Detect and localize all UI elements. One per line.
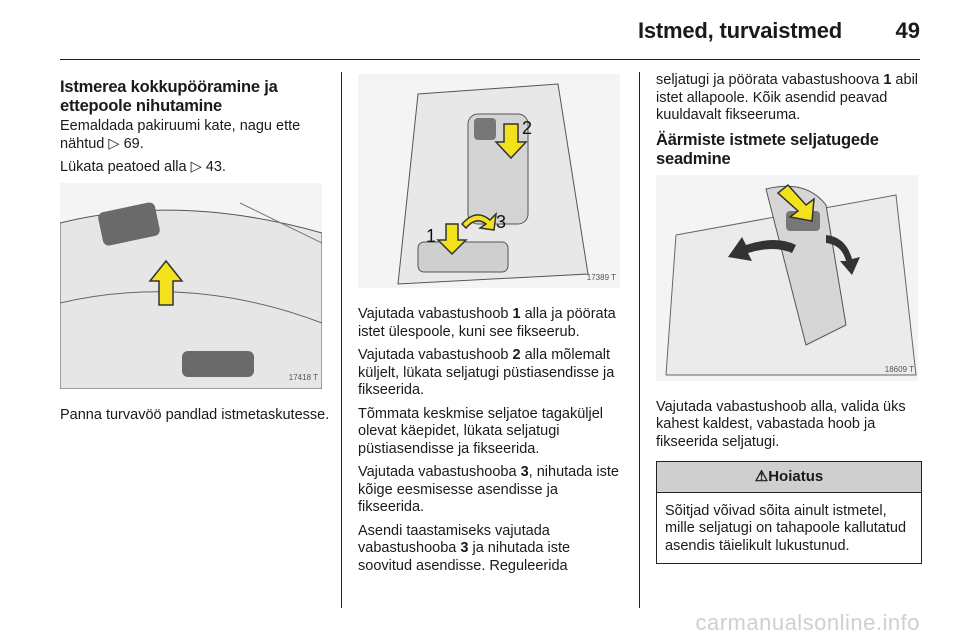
paragraph-text: ja nihutada iste soovitud asendisse. Reguleerida (358, 540, 571, 574)
header-rule (60, 59, 920, 60)
page-ref-icon: ▷ (108, 135, 120, 152)
paragraph-restore (358, 523, 620, 576)
paragraph-text: Vajutada vabastushooba (358, 464, 521, 480)
column-2 (358, 72, 620, 581)
paragraph-text: seljatugi ja pöörata vabastushoova (656, 72, 884, 88)
paragraph-lever-2 (358, 347, 620, 400)
paragraph-text: Asendi taastamiseks vajutada vabastushooba (358, 522, 550, 556)
column-divider (639, 72, 640, 608)
paragraph-text: , nihutada iste kõige eesmisesse asendisse ja fikseerida. (358, 464, 619, 515)
seat-lever-drawing (358, 74, 620, 288)
paragraph-continued (656, 72, 922, 125)
column-1 (60, 72, 330, 430)
column-3 (656, 72, 922, 564)
paragraph-text: Eemaldada pakiruumi kate, nagu ette nähtud (60, 118, 301, 152)
paragraph-outer-backrest: Vajutada vabastushoob alla, valida üks kahest kaldest, vabastada hoob ja fikseerida seljatugi. (656, 398, 906, 450)
lever-number: 3 (460, 540, 469, 556)
paragraph-headrests (60, 159, 330, 177)
warning-header (657, 462, 921, 493)
section-heading-outer-backrests: Äärmiste istmete seljatugede seadmine (656, 130, 879, 168)
column-divider (341, 72, 342, 608)
lever-number: 3 (520, 464, 529, 480)
lever-label-1: 1 (426, 226, 437, 246)
section-heading-folding: Istmerea kokkupööramine ja ettepoole nihutamine (60, 78, 278, 115)
outer-backrest-drawing (656, 175, 918, 381)
lever-label-2: 2 (522, 118, 533, 138)
watermark-text: carmanualsonline.info (695, 610, 920, 635)
paragraph-text: Vajutada vabastushoob (358, 306, 513, 322)
illustration-seat-levers (358, 74, 620, 288)
paragraph-remove-cover (60, 118, 330, 153)
figure-code: 17418 T (288, 373, 318, 382)
paragraph-buckles: Panna turvavöö pandlad istmetaskutesse. (60, 406, 330, 423)
paragraph-lever-3 (358, 464, 620, 517)
warning-title: Hoiatus (768, 468, 824, 485)
illustration-seat-buckles (60, 183, 322, 389)
warning-triangle-icon: ⚠ (754, 468, 769, 485)
illustration-outer-backrest (656, 175, 918, 381)
warning-box (656, 461, 922, 564)
figure-code: 17389 T (586, 272, 616, 282)
paragraph-lever-1 (358, 306, 620, 341)
lever-number: 2 (512, 347, 521, 363)
page-section-title: Istmed, turvaistmed (637, 18, 842, 43)
paragraph-text: alla ja pöörata istet ülespoole, kuni see fikseerub. (358, 306, 616, 340)
lever-number: 1 (512, 306, 521, 322)
page-number: 49 (895, 18, 920, 43)
paragraph-text: alla mõlemalt küljelt, lükata seljatugi püstiasendisse ja fikseerida. (358, 347, 615, 398)
warning-body: Sõitjad võivad sõita ainult istmetel, mille seljatugi on tahapoole kallutatud asendis täielikult lukustunud. (665, 502, 907, 554)
page-ref-link[interactable]: 43. (205, 159, 226, 175)
lever-label-3: 3 (496, 212, 507, 232)
paragraph-text: Lükata peatoed alla (60, 159, 191, 175)
paragraph-text: Vajutada vabastushoob (358, 347, 513, 363)
page-ref-icon: ▷ (190, 159, 202, 175)
figure-code: 18609 T (884, 365, 914, 374)
paragraph-text: abil istet allapoole. Kõik asendid peavad kuuldavalt fikseeruma. (656, 72, 919, 123)
paragraph-center-backrest: Tõmmata keskmise seljatoe tagaküljel olevat käepidet, lükata seljatugi püstiasendisse ja fikseerida. (358, 405, 603, 457)
page-ref-link[interactable]: 69. (123, 135, 144, 152)
lever-number: 1 (883, 72, 892, 88)
seat-drawing (60, 183, 322, 389)
